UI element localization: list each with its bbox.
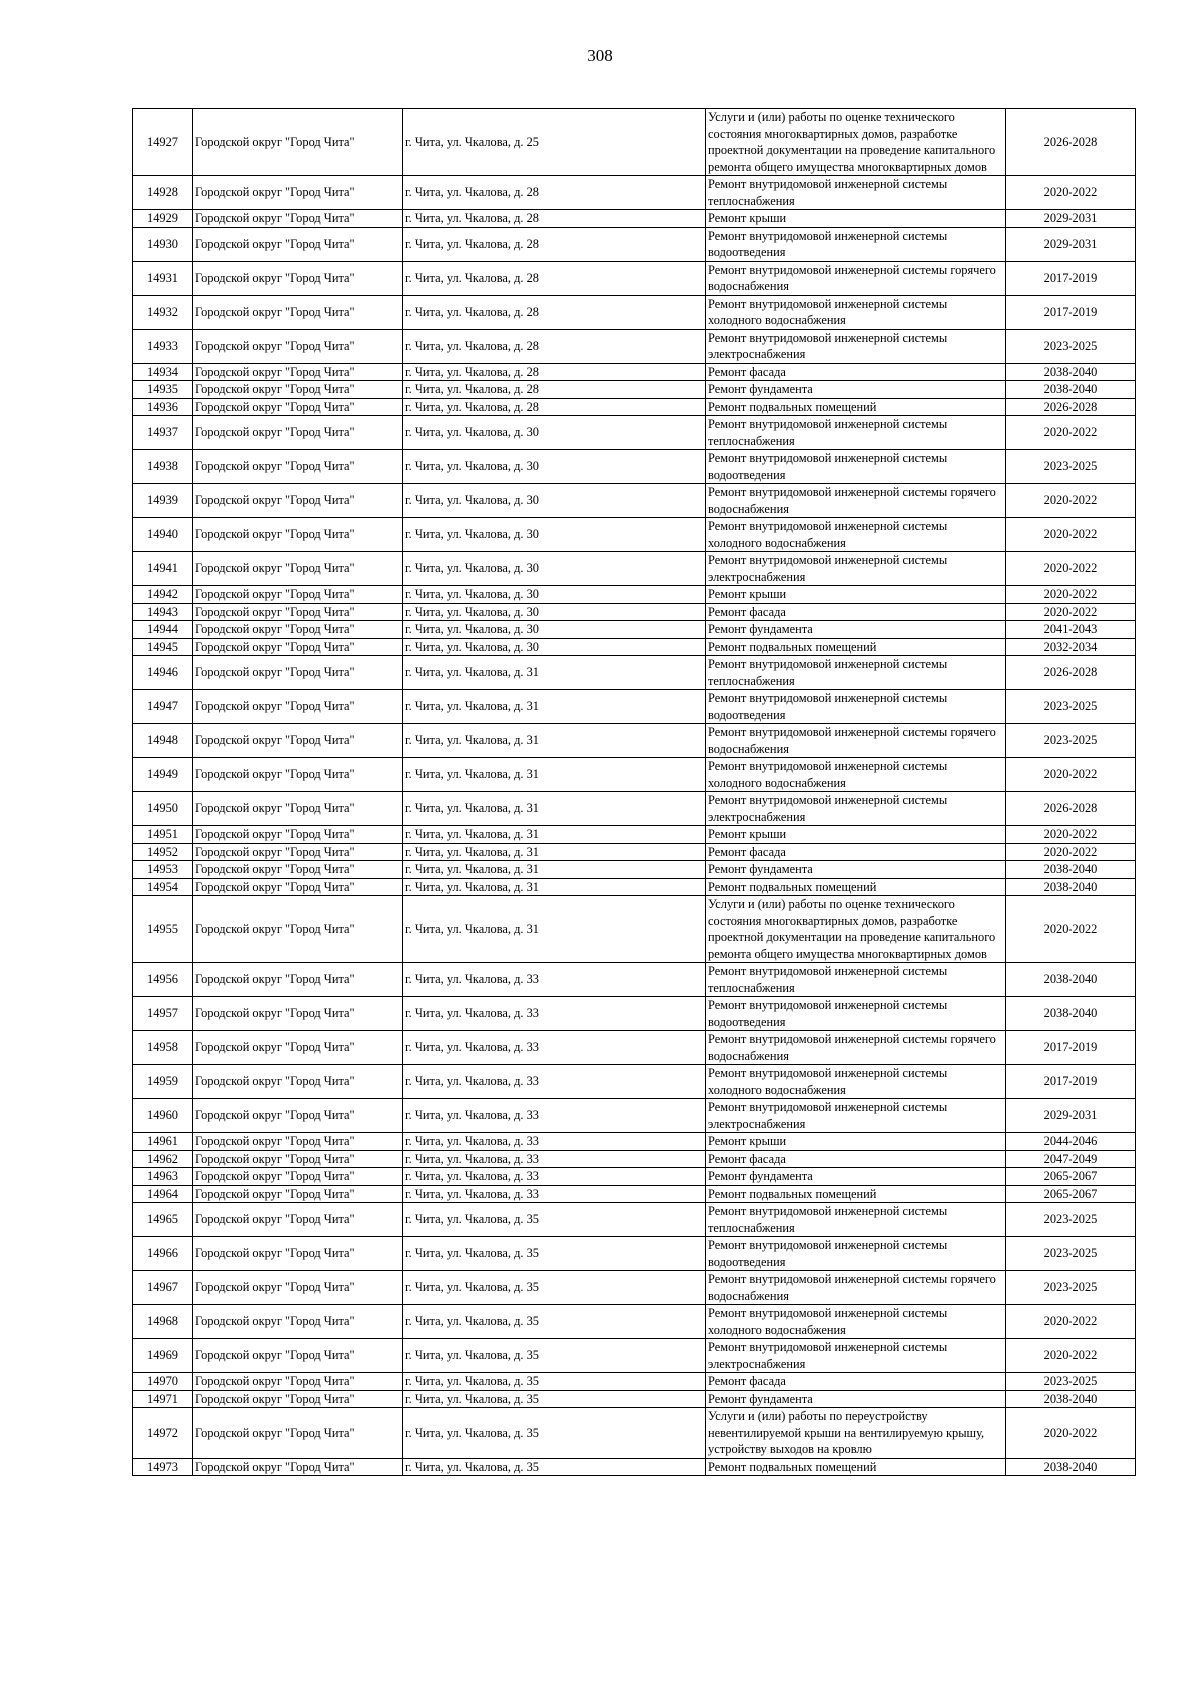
address-cell: г. Чита, ул. Чкалова, д. 28 <box>403 329 706 363</box>
work-type-cell: Ремонт крыши <box>706 586 1006 604</box>
table-row <box>133 363 1136 381</box>
municipality-cell: Городской округ "Город Чита" <box>193 381 403 399</box>
address-cell: г. Чита, ул. Чкалова, д. 35 <box>403 1373 706 1391</box>
table-row <box>133 638 1136 656</box>
address-cell: г. Чита, ул. Чкалова, д. 25 <box>403 109 706 176</box>
address-cell: г. Чита, ул. Чкалова, д. 30 <box>403 638 706 656</box>
work-type-cell: Ремонт фундамента <box>706 1168 1006 1186</box>
row-number-cell: 14927 <box>133 109 193 176</box>
row-number-cell: 14964 <box>133 1185 193 1203</box>
table-row <box>133 1339 1136 1373</box>
row-number-cell: 14928 <box>133 176 193 210</box>
address-cell: г. Чита, ул. Чкалова, д. 33 <box>403 1150 706 1168</box>
municipality-cell: Городской округ "Город Чита" <box>193 363 403 381</box>
municipality-cell: Городской округ "Город Чита" <box>193 416 403 450</box>
address-cell: г. Чита, ул. Чкалова, д. 28 <box>403 227 706 261</box>
row-number-cell: 14971 <box>133 1390 193 1408</box>
table-row <box>133 724 1136 758</box>
page-number: 308 <box>587 46 613 65</box>
row-number-cell: 14949 <box>133 758 193 792</box>
work-type-cell: Ремонт внутридомовой инженерной системы холодного водоснабжения <box>706 518 1006 552</box>
row-number-cell: 14961 <box>133 1133 193 1151</box>
work-type-cell: Ремонт фундамента <box>706 861 1006 879</box>
municipality-cell: Городской округ "Город Чита" <box>193 1168 403 1186</box>
period-cell: 2038-2040 <box>1006 997 1136 1031</box>
table-row <box>133 1168 1136 1186</box>
municipality-cell: Городской округ "Город Чита" <box>193 398 403 416</box>
address-cell: г. Чита, ул. Чкалова, д. 35 <box>403 1339 706 1373</box>
address-cell: г. Чита, ул. Чкалова, д. 35 <box>403 1458 706 1476</box>
table-row <box>133 997 1136 1031</box>
period-cell: 2017-2019 <box>1006 1031 1136 1065</box>
table-row <box>133 295 1136 329</box>
table-row <box>133 518 1136 552</box>
period-cell: 2065-2067 <box>1006 1185 1136 1203</box>
address-cell: г. Чита, ул. Чкалова, д. 31 <box>403 896 706 963</box>
period-cell: 2038-2040 <box>1006 861 1136 879</box>
municipality-cell: Городской округ "Город Чита" <box>193 176 403 210</box>
municipality-cell: Городской округ "Город Чита" <box>193 518 403 552</box>
table-row <box>133 656 1136 690</box>
address-cell: г. Чита, ул. Чкалова, д. 31 <box>403 843 706 861</box>
row-number-cell: 14967 <box>133 1271 193 1305</box>
table-row <box>133 398 1136 416</box>
address-cell: г. Чита, ул. Чкалова, д. 35 <box>403 1305 706 1339</box>
table-row <box>133 586 1136 604</box>
table-row <box>133 484 1136 518</box>
address-cell: г. Чита, ул. Чкалова, д. 35 <box>403 1237 706 1271</box>
period-cell: 2023-2025 <box>1006 1237 1136 1271</box>
address-cell: г. Чита, ул. Чкалова, д. 28 <box>403 398 706 416</box>
period-cell: 2026-2028 <box>1006 109 1136 176</box>
table-row <box>133 176 1136 210</box>
table-row <box>133 690 1136 724</box>
table-row <box>133 1185 1136 1203</box>
row-number-cell: 14959 <box>133 1065 193 1099</box>
municipality-cell: Городской округ "Город Чита" <box>193 586 403 604</box>
period-cell: 2023-2025 <box>1006 724 1136 758</box>
table-row <box>133 381 1136 399</box>
table-row <box>133 1373 1136 1391</box>
municipality-cell: Городской округ "Город Чита" <box>193 690 403 724</box>
work-type-cell: Ремонт внутридомовой инженерной системы холодного водоснабжения <box>706 295 1006 329</box>
period-cell: 2020-2022 <box>1006 1305 1136 1339</box>
work-type-cell: Услуги и (или) работы по оценке технического состояния многоквартирных домов, разработке проектной документации на проведение капитального ремонта общего имущества многоквартирных домов <box>706 109 1006 176</box>
work-type-cell: Ремонт фундамента <box>706 1390 1006 1408</box>
address-cell: г. Чита, ул. Чкалова, д. 31 <box>403 792 706 826</box>
table-row <box>133 1458 1136 1476</box>
row-number-cell: 14950 <box>133 792 193 826</box>
municipality-cell: Городской округ "Город Чита" <box>193 1150 403 1168</box>
period-cell: 2017-2019 <box>1006 295 1136 329</box>
address-cell: г. Чита, ул. Чкалова, д. 28 <box>403 210 706 228</box>
address-cell: г. Чита, ул. Чкалова, д. 30 <box>403 586 706 604</box>
municipality-cell: Городской округ "Город Чита" <box>193 1458 403 1476</box>
municipality-cell: Городской округ "Город Чита" <box>193 329 403 363</box>
work-type-cell: Услуги и (или) работы по переустройству невентилируемой крыши на вентилируемую крышу, устройству выходов на кровлю <box>706 1408 1006 1459</box>
work-type-cell: Ремонт внутридомовой инженерной системы электроснабжения <box>706 792 1006 826</box>
work-type-cell: Ремонт подвальных помещений <box>706 1185 1006 1203</box>
work-type-cell: Ремонт внутридомовой инженерной системы водоотведения <box>706 450 1006 484</box>
work-type-cell: Ремонт фасада <box>706 363 1006 381</box>
work-type-cell: Ремонт внутридомовой инженерной системы горячего водоснабжения <box>706 1031 1006 1065</box>
address-cell: г. Чита, ул. Чкалова, д. 33 <box>403 997 706 1031</box>
address-cell: г. Чита, ул. Чкалова, д. 33 <box>403 1031 706 1065</box>
work-type-cell: Ремонт фундамента <box>706 381 1006 399</box>
municipality-cell: Городской округ "Город Чита" <box>193 878 403 896</box>
address-cell: г. Чита, ул. Чкалова, д. 31 <box>403 861 706 879</box>
address-cell: г. Чита, ул. Чкалова, д. 30 <box>403 603 706 621</box>
table-row <box>133 1237 1136 1271</box>
row-number-cell: 14932 <box>133 295 193 329</box>
address-cell: г. Чита, ул. Чкалова, д. 28 <box>403 295 706 329</box>
row-number-cell: 14931 <box>133 261 193 295</box>
municipality-cell: Городской округ "Город Чита" <box>193 1203 403 1237</box>
work-type-cell: Ремонт внутридомовой инженерной системы электроснабжения <box>706 329 1006 363</box>
period-cell: 2065-2067 <box>1006 1168 1136 1186</box>
municipality-cell: Городской округ "Город Чита" <box>193 227 403 261</box>
row-number-cell: 14972 <box>133 1408 193 1459</box>
municipality-cell: Городской округ "Город Чита" <box>193 1305 403 1339</box>
row-number-cell: 14956 <box>133 963 193 997</box>
table-row <box>133 1203 1136 1237</box>
work-type-cell: Ремонт фасада <box>706 1373 1006 1391</box>
row-number-cell: 14966 <box>133 1237 193 1271</box>
address-cell: г. Чита, ул. Чкалова, д. 35 <box>403 1271 706 1305</box>
address-cell: г. Чита, ул. Чкалова, д. 33 <box>403 963 706 997</box>
work-type-cell: Ремонт внутридомовой инженерной системы холодного водоснабжения <box>706 1305 1006 1339</box>
row-number-cell: 14955 <box>133 896 193 963</box>
period-cell: 2038-2040 <box>1006 363 1136 381</box>
table-row <box>133 963 1136 997</box>
period-cell: 2026-2028 <box>1006 792 1136 826</box>
table-row <box>133 621 1136 639</box>
period-cell: 2020-2022 <box>1006 416 1136 450</box>
address-cell: г. Чита, ул. Чкалова, д. 33 <box>403 1099 706 1133</box>
row-number-cell: 14935 <box>133 381 193 399</box>
work-type-cell: Ремонт внутридомовой инженерной системы теплоснабжения <box>706 656 1006 690</box>
work-type-cell: Ремонт крыши <box>706 826 1006 844</box>
row-number-cell: 14969 <box>133 1339 193 1373</box>
address-cell: г. Чита, ул. Чкалова, д. 33 <box>403 1185 706 1203</box>
address-cell: г. Чита, ул. Чкалова, д. 28 <box>403 261 706 295</box>
period-cell: 2044-2046 <box>1006 1133 1136 1151</box>
table-row <box>133 1271 1136 1305</box>
municipality-cell: Городской округ "Город Чита" <box>193 861 403 879</box>
work-type-cell: Ремонт фасада <box>706 1150 1006 1168</box>
period-cell: 2023-2025 <box>1006 1271 1136 1305</box>
address-cell: г. Чита, ул. Чкалова, д. 35 <box>403 1390 706 1408</box>
address-cell: г. Чита, ул. Чкалова, д. 31 <box>403 878 706 896</box>
municipality-cell: Городской округ "Город Чита" <box>193 109 403 176</box>
municipality-cell: Городской округ "Город Чита" <box>193 603 403 621</box>
address-cell: г. Чита, ул. Чкалова, д. 31 <box>403 724 706 758</box>
period-cell: 2020-2022 <box>1006 843 1136 861</box>
table-row <box>133 758 1136 792</box>
work-type-cell: Ремонт подвальных помещений <box>706 398 1006 416</box>
table-body <box>133 109 1136 1476</box>
table-row <box>133 861 1136 879</box>
work-type-cell: Ремонт внутридомовой инженерной системы электроснабжения <box>706 552 1006 586</box>
municipality-cell: Городской округ "Город Чита" <box>193 758 403 792</box>
work-type-cell: Ремонт внутридомовой инженерной системы теплоснабжения <box>706 963 1006 997</box>
row-number-cell: 14941 <box>133 552 193 586</box>
row-number-cell: 14954 <box>133 878 193 896</box>
row-number-cell: 14929 <box>133 210 193 228</box>
table-row <box>133 1065 1136 1099</box>
row-number-cell: 14940 <box>133 518 193 552</box>
period-cell: 2029-2031 <box>1006 210 1136 228</box>
row-number-cell: 14951 <box>133 826 193 844</box>
period-cell: 2038-2040 <box>1006 381 1136 399</box>
municipality-cell: Городской округ "Город Чита" <box>193 1099 403 1133</box>
municipality-cell: Городской округ "Город Чита" <box>193 1237 403 1271</box>
table-row <box>133 329 1136 363</box>
work-type-cell: Ремонт внутридомовой инженерной системы горячего водоснабжения <box>706 261 1006 295</box>
row-number-cell: 14946 <box>133 656 193 690</box>
address-cell: г. Чита, ул. Чкалова, д. 30 <box>403 416 706 450</box>
municipality-cell: Городской округ "Город Чита" <box>193 724 403 758</box>
row-number-cell: 14970 <box>133 1373 193 1391</box>
address-cell: г. Чита, ул. Чкалова, д. 30 <box>403 450 706 484</box>
table-row <box>133 1390 1136 1408</box>
municipality-cell: Городской округ "Город Чита" <box>193 621 403 639</box>
work-type-cell: Ремонт крыши <box>706 210 1006 228</box>
work-type-cell: Ремонт подвальных помещений <box>706 638 1006 656</box>
period-cell: 2017-2019 <box>1006 261 1136 295</box>
period-cell: 2032-2034 <box>1006 638 1136 656</box>
municipality-cell: Городской округ "Город Чита" <box>193 1065 403 1099</box>
work-type-cell: Ремонт внутридомовой инженерной системы водоотведения <box>706 1237 1006 1271</box>
municipality-cell: Городской округ "Город Чита" <box>193 638 403 656</box>
table-row <box>133 416 1136 450</box>
work-type-cell: Ремонт внутридомовой инженерной системы холодного водоснабжения <box>706 758 1006 792</box>
period-cell: 2017-2019 <box>1006 1065 1136 1099</box>
period-cell: 2020-2022 <box>1006 896 1136 963</box>
period-cell: 2047-2049 <box>1006 1150 1136 1168</box>
row-number-cell: 14963 <box>133 1168 193 1186</box>
address-cell: г. Чита, ул. Чкалова, д. 30 <box>403 621 706 639</box>
row-number-cell: 14947 <box>133 690 193 724</box>
row-number-cell: 14934 <box>133 363 193 381</box>
row-number-cell: 14933 <box>133 329 193 363</box>
municipality-cell: Городской округ "Город Чита" <box>193 210 403 228</box>
address-cell: г. Чита, ул. Чкалова, д. 31 <box>403 656 706 690</box>
municipality-cell: Городской округ "Город Чита" <box>193 1408 403 1459</box>
table-row <box>133 1408 1136 1459</box>
row-number-cell: 14930 <box>133 227 193 261</box>
address-cell: г. Чита, ул. Чкалова, д. 28 <box>403 381 706 399</box>
work-type-cell: Ремонт внутридомовой инженерной системы теплоснабжения <box>706 176 1006 210</box>
row-number-cell: 14939 <box>133 484 193 518</box>
work-type-cell: Ремонт внутридомовой инженерной системы холодного водоснабжения <box>706 1065 1006 1099</box>
row-number-cell: 14942 <box>133 586 193 604</box>
municipality-cell: Городской округ "Город Чита" <box>193 792 403 826</box>
address-cell: г. Чита, ул. Чкалова, д. 33 <box>403 1133 706 1151</box>
period-cell: 2020-2022 <box>1006 552 1136 586</box>
table-row <box>133 450 1136 484</box>
period-cell: 2020-2022 <box>1006 176 1136 210</box>
row-number-cell: 14938 <box>133 450 193 484</box>
municipality-cell: Городской округ "Город Чита" <box>193 1339 403 1373</box>
work-type-cell: Ремонт фундамента <box>706 621 1006 639</box>
table-row <box>133 1305 1136 1339</box>
work-type-cell: Ремонт подвальных помещений <box>706 1458 1006 1476</box>
period-cell: 2038-2040 <box>1006 1458 1136 1476</box>
work-type-cell: Ремонт крыши <box>706 1133 1006 1151</box>
table-row <box>133 210 1136 228</box>
municipality-cell: Городской округ "Город Чита" <box>193 1271 403 1305</box>
period-cell: 2026-2028 <box>1006 656 1136 690</box>
municipality-cell: Городской округ "Город Чита" <box>193 1031 403 1065</box>
table-row <box>133 792 1136 826</box>
period-cell: 2038-2040 <box>1006 963 1136 997</box>
table-row <box>133 826 1136 844</box>
table-row <box>133 878 1136 896</box>
work-type-cell: Ремонт внутридомовой инженерной системы горячего водоснабжения <box>706 1271 1006 1305</box>
municipality-cell: Городской округ "Город Чита" <box>193 1185 403 1203</box>
address-cell: г. Чита, ул. Чкалова, д. 35 <box>403 1203 706 1237</box>
work-type-cell: Ремонт внутридомовой инженерной системы горячего водоснабжения <box>706 484 1006 518</box>
municipality-cell: Городской округ "Город Чита" <box>193 843 403 861</box>
address-cell: г. Чита, ул. Чкалова, д. 31 <box>403 826 706 844</box>
work-type-cell: Ремонт внутридомовой инженерной системы горячего водоснабжения <box>706 724 1006 758</box>
row-number-cell: 14948 <box>133 724 193 758</box>
table-row <box>133 843 1136 861</box>
table-row <box>133 896 1136 963</box>
period-cell: 2038-2040 <box>1006 878 1136 896</box>
row-number-cell: 14973 <box>133 1458 193 1476</box>
municipality-cell: Городской округ "Город Чита" <box>193 963 403 997</box>
row-number-cell: 14936 <box>133 398 193 416</box>
row-number-cell: 14968 <box>133 1305 193 1339</box>
municipality-cell: Городской округ "Город Чита" <box>193 552 403 586</box>
address-cell: г. Чита, ул. Чкалова, д. 30 <box>403 552 706 586</box>
address-cell: г. Чита, ул. Чкалова, д. 33 <box>403 1065 706 1099</box>
table-row <box>133 603 1136 621</box>
municipality-cell: Городской округ "Город Чита" <box>193 484 403 518</box>
municipality-cell: Городской округ "Город Чита" <box>193 997 403 1031</box>
period-cell: 2023-2025 <box>1006 1203 1136 1237</box>
municipality-cell: Городской округ "Город Чита" <box>193 656 403 690</box>
municipality-cell: Городской округ "Город Чита" <box>193 1133 403 1151</box>
row-number-cell: 14937 <box>133 416 193 450</box>
row-number-cell: 14957 <box>133 997 193 1031</box>
period-cell: 2020-2022 <box>1006 1408 1136 1459</box>
row-number-cell: 14962 <box>133 1150 193 1168</box>
row-number-cell: 14944 <box>133 621 193 639</box>
period-cell: 2038-2040 <box>1006 1390 1136 1408</box>
work-type-cell: Ремонт внутридомовой инженерной системы водоотведения <box>706 997 1006 1031</box>
period-cell: 2023-2025 <box>1006 690 1136 724</box>
period-cell: 2041-2043 <box>1006 621 1136 639</box>
period-cell: 2023-2025 <box>1006 450 1136 484</box>
municipality-cell: Городской округ "Город Чита" <box>193 1390 403 1408</box>
work-type-cell: Услуги и (или) работы по оценке технического состояния многоквартирных домов, разработке проектной документации на проведение капитального ремонта общего имущества многоквартирных домов <box>706 896 1006 963</box>
municipality-cell: Городской округ "Город Чита" <box>193 261 403 295</box>
municipality-cell: Городской округ "Город Чита" <box>193 1373 403 1391</box>
work-type-cell: Ремонт фасада <box>706 603 1006 621</box>
address-cell: г. Чита, ул. Чкалова, д. 28 <box>403 363 706 381</box>
period-cell: 2020-2022 <box>1006 586 1136 604</box>
period-cell: 2023-2025 <box>1006 329 1136 363</box>
row-number-cell: 14943 <box>133 603 193 621</box>
address-cell: г. Чита, ул. Чкалова, д. 33 <box>403 1168 706 1186</box>
work-type-cell: Ремонт внутридомовой инженерной системы электроснабжения <box>706 1339 1006 1373</box>
period-cell: 2026-2028 <box>1006 398 1136 416</box>
row-number-cell: 14953 <box>133 861 193 879</box>
address-cell: г. Чита, ул. Чкалова, д. 31 <box>403 758 706 792</box>
address-cell: г. Чита, ул. Чкалова, д. 28 <box>403 176 706 210</box>
work-type-cell: Ремонт внутридомовой инженерной системы теплоснабжения <box>706 1203 1006 1237</box>
table-row <box>133 1099 1136 1133</box>
address-cell: г. Чита, ул. Чкалова, д. 31 <box>403 690 706 724</box>
work-type-cell: Ремонт внутридомовой инженерной системы теплоснабжения <box>706 416 1006 450</box>
municipality-cell: Городской округ "Город Чита" <box>193 826 403 844</box>
address-cell: г. Чита, ул. Чкалова, д. 30 <box>403 484 706 518</box>
table-row <box>133 1133 1136 1151</box>
municipality-cell: Городской округ "Город Чита" <box>193 450 403 484</box>
period-cell: 2020-2022 <box>1006 1339 1136 1373</box>
table-row <box>133 261 1136 295</box>
row-number-cell: 14945 <box>133 638 193 656</box>
table-row <box>133 109 1136 176</box>
period-cell: 2020-2022 <box>1006 826 1136 844</box>
period-cell: 2020-2022 <box>1006 518 1136 552</box>
row-number-cell: 14960 <box>133 1099 193 1133</box>
period-cell: 2023-2025 <box>1006 1373 1136 1391</box>
work-type-cell: Ремонт подвальных помещений <box>706 878 1006 896</box>
address-cell: г. Чита, ул. Чкалова, д. 30 <box>403 518 706 552</box>
municipality-cell: Городской округ "Город Чита" <box>193 896 403 963</box>
table-row <box>133 227 1136 261</box>
work-type-cell: Ремонт внутридомовой инженерной системы водоотведения <box>706 690 1006 724</box>
address-cell: г. Чита, ул. Чкалова, д. 35 <box>403 1408 706 1459</box>
period-cell: 2029-2031 <box>1006 227 1136 261</box>
row-number-cell: 14965 <box>133 1203 193 1237</box>
table-row <box>133 1150 1136 1168</box>
period-cell: 2020-2022 <box>1006 484 1136 518</box>
work-type-cell: Ремонт фасада <box>706 843 1006 861</box>
work-type-cell: Ремонт внутридомовой инженерной системы водоотведения <box>706 227 1006 261</box>
row-number-cell: 14958 <box>133 1031 193 1065</box>
work-type-cell: Ремонт внутридомовой инженерной системы электроснабжения <box>706 1099 1006 1133</box>
repair-schedule-table <box>132 108 1136 1476</box>
table-row <box>133 552 1136 586</box>
period-cell: 2020-2022 <box>1006 603 1136 621</box>
row-number-cell: 14952 <box>133 843 193 861</box>
period-cell: 2020-2022 <box>1006 758 1136 792</box>
municipality-cell: Городской округ "Город Чита" <box>193 295 403 329</box>
table-row <box>133 1031 1136 1065</box>
period-cell: 2029-2031 <box>1006 1099 1136 1133</box>
